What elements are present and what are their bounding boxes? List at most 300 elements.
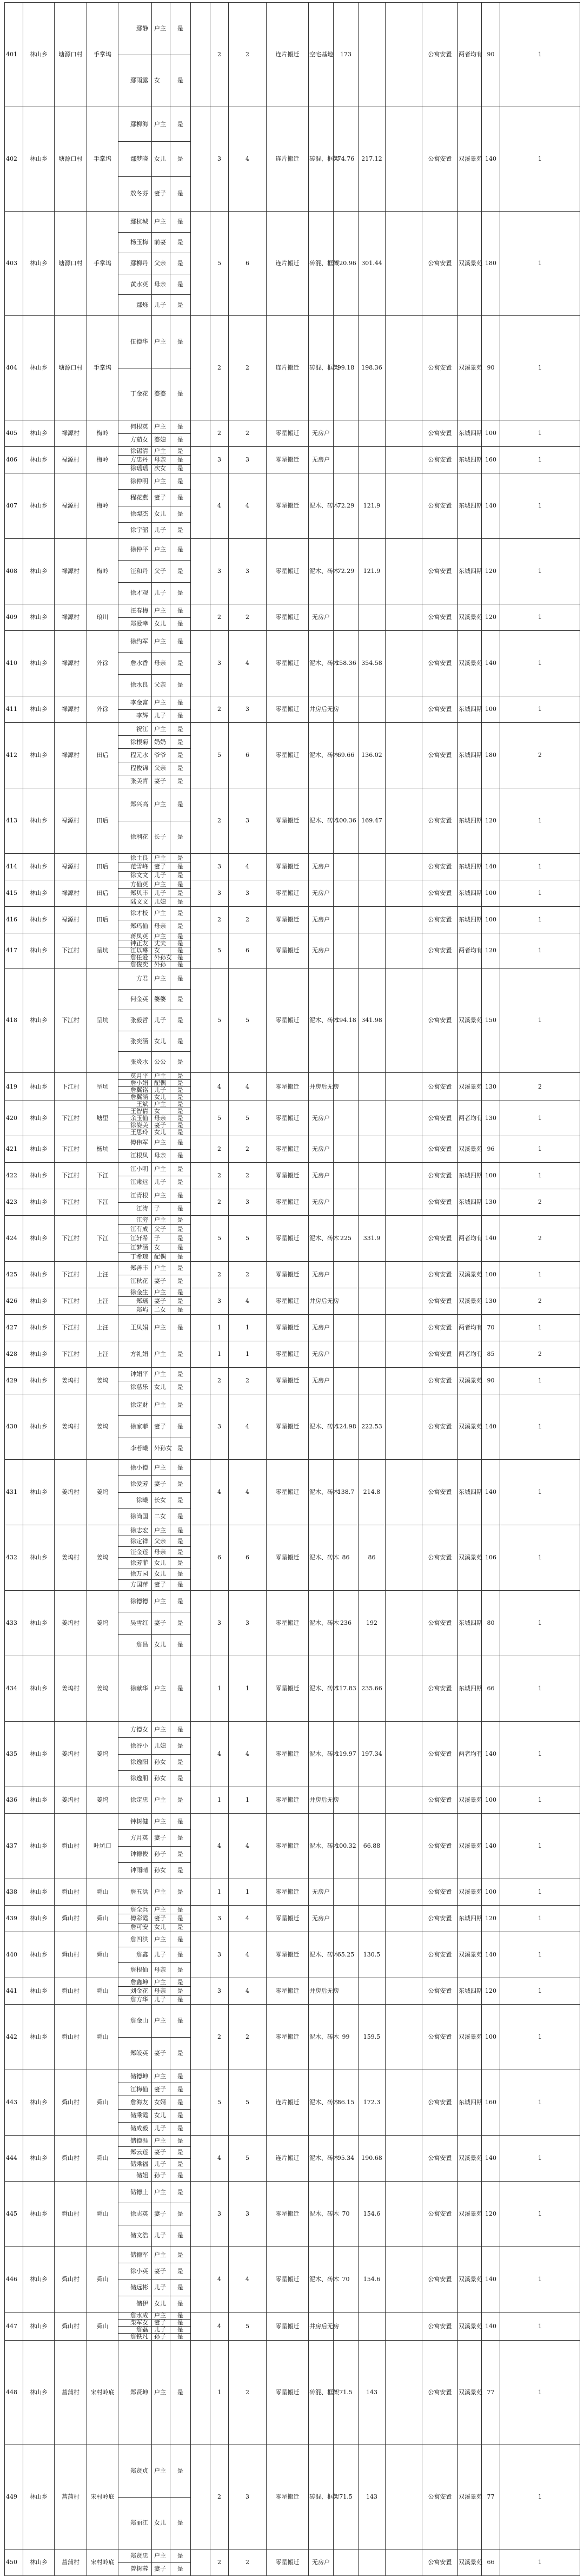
member-name-cell: 江以琳 xyxy=(118,947,152,954)
member-relation-cell: 妻子 xyxy=(152,1914,170,1923)
unit-count-cell: 1 xyxy=(500,473,580,539)
member-relation-cell: 户主 xyxy=(152,1814,170,1830)
house-structure-cell: 无房户 xyxy=(309,1101,334,1136)
building-area-cell: 130.5 xyxy=(359,1932,386,1978)
placement-location-cell: 双溪景苑 xyxy=(458,2341,482,2445)
land-area-cell: 86 xyxy=(334,1525,359,1591)
member-name-cell: 徐水良 xyxy=(118,674,152,696)
land-area-cell: 100.36 xyxy=(334,788,359,854)
table-row xyxy=(5,1879,580,1906)
member-relation-cell: 女儿 xyxy=(152,1129,170,1136)
table-row xyxy=(5,723,580,736)
member-relation-cell: 儿子 xyxy=(152,295,170,316)
member-flag-cell: 是 xyxy=(170,969,191,990)
village-cell: 下江村 xyxy=(55,933,87,969)
village-cell: 舜山村 xyxy=(55,1879,87,1906)
member-relation-cell: 户主 xyxy=(152,1216,170,1225)
village-cell: 姜坞村 xyxy=(55,1787,87,1814)
land-area-cell: 100.32 xyxy=(334,1814,359,1879)
household-number-cell: 428 xyxy=(5,1341,23,1368)
member-name-cell: 储德军 xyxy=(118,2247,152,2263)
house-structure-cell: 无房户 xyxy=(309,447,334,473)
placement-location-cell: 双溪景苑 xyxy=(458,2136,482,2182)
town-cell: 林山乡 xyxy=(23,212,55,316)
member-name-cell: 徐逸阳 xyxy=(118,1754,152,1770)
relocation-method-cell: 零星搬迁 xyxy=(267,1136,309,1163)
village-cell: 下江村 xyxy=(55,1073,87,1101)
land-area-cell: 72.29 xyxy=(334,473,359,539)
table-row xyxy=(5,1163,580,1176)
house-structure-cell: 泥木、砖木 xyxy=(309,1722,334,1787)
hamlet-cell: 手掌坞 xyxy=(87,107,118,212)
placement-mode-cell: 公寓安置 xyxy=(422,1315,458,1341)
hamlet-cell: 呈坑 xyxy=(87,969,118,1073)
table-row xyxy=(5,1591,580,1612)
people-count-cell: 5 xyxy=(229,1216,267,1262)
member-name-cell: 徐爱芳 xyxy=(118,1476,152,1492)
placement-mode-cell: 公寓安置 xyxy=(422,2005,458,2070)
blank-cell xyxy=(386,1073,422,1101)
member-flag-cell: 是 xyxy=(170,1814,191,1830)
hamlet-cell: 舜山 xyxy=(87,1978,118,2005)
town-cell: 林山乡 xyxy=(23,1315,55,1341)
hamlet-cell: 舜山 xyxy=(87,2005,118,2070)
house-structure-cell: 泥木、砖木 xyxy=(309,1460,334,1525)
house-structure-cell: 井房后无房 xyxy=(309,1978,334,2005)
building-area-cell: 192 xyxy=(359,1591,386,1656)
blank-cell xyxy=(386,473,422,539)
household-number-cell: 449 xyxy=(5,2445,23,2549)
town-cell: 林山乡 xyxy=(23,2549,55,2576)
member-flag-cell: 是 xyxy=(170,1754,191,1770)
member-relation-cell: 女儿 xyxy=(152,2497,170,2549)
member-name-cell: 方仙英 xyxy=(118,880,152,889)
household-count-cell: 4 xyxy=(210,2247,229,2313)
placement-area-cell: 140 xyxy=(482,854,500,880)
relocation-method-cell: 零星搬迁 xyxy=(267,604,309,631)
people-count-cell: 4 xyxy=(229,854,267,880)
people-count-cell: 6 xyxy=(229,1525,267,1591)
member-relation-cell: 户主 xyxy=(152,2182,170,2203)
member-flag-cell: 是 xyxy=(170,2445,191,2498)
member-relation-cell: 女儿 xyxy=(152,1381,170,1394)
house-structure-cell: 无房户 xyxy=(309,1879,334,1906)
table-row xyxy=(5,1932,580,1947)
unit-count-cell: 1 xyxy=(500,447,580,473)
blank-cell xyxy=(191,2445,210,2549)
unit-count-cell: 1 xyxy=(500,2247,580,2313)
member-flag-cell: 是 xyxy=(170,709,191,723)
placement-mode-cell: 公寓安置 xyxy=(422,880,458,907)
blank-cell xyxy=(191,2182,210,2247)
member-name-cell: 江轩希 xyxy=(118,1234,152,1243)
household-count-cell: 4 xyxy=(210,2136,229,2182)
hamlet-cell: 上汪 xyxy=(87,1341,118,1368)
hamlet-cell: 舜山 xyxy=(87,1932,118,1978)
people-count-cell: 3 xyxy=(229,696,267,723)
member-flag-cell: 是 xyxy=(170,1906,191,1914)
relocation-method-cell: 零星搬迁 xyxy=(267,907,309,933)
household-count-cell: 2 xyxy=(210,1189,229,1216)
village-cell: 姜坞村 xyxy=(55,1460,87,1525)
table-row xyxy=(5,420,580,434)
member-name-cell: 郑善丰 xyxy=(118,1262,152,1275)
household-number-cell: 414 xyxy=(5,854,23,880)
placement-area-cell: 100 xyxy=(482,420,500,447)
member-relation-cell: 公公 xyxy=(152,1052,170,1073)
placement-area-cell: 66 xyxy=(482,2549,500,2576)
household-count-cell: 2 xyxy=(210,2005,229,2070)
town-cell: 林山乡 xyxy=(23,3,55,107)
relocation-method-cell: 零星搬迁 xyxy=(267,2005,309,2070)
unit-count-cell: 1 xyxy=(500,3,580,107)
member-name-cell: 钟正友 xyxy=(118,940,152,947)
people-count-cell: 4 xyxy=(229,1073,267,1101)
hamlet-cell: 姜坞 xyxy=(87,1368,118,1394)
blank-cell xyxy=(191,1787,210,1814)
member-flag-cell: 是 xyxy=(170,2170,191,2181)
member-name-cell: 陆文文 xyxy=(118,898,152,906)
member-relation-cell: 女儿 xyxy=(152,1031,170,1052)
household-count-cell: 3 xyxy=(210,2182,229,2247)
relocation-method-cell: 零星搬迁 xyxy=(267,1722,309,1787)
people-count-cell: 2 xyxy=(229,1163,267,1189)
unit-count-cell: 1 xyxy=(500,316,580,420)
land-area-cell: 70 xyxy=(334,2247,359,2313)
land-area-cell xyxy=(334,933,359,969)
house-structure-cell: 砖混、框架 xyxy=(309,212,334,316)
member-flag-cell: 是 xyxy=(170,1087,191,1094)
building-area-cell: 66.88 xyxy=(359,1814,386,1879)
placement-location-cell: 双溪景苑 xyxy=(458,1525,482,1591)
relocation-method-cell: 零星搬迁 xyxy=(267,2341,309,2445)
placement-area-cell: 100 xyxy=(482,1262,500,1288)
land-area-cell xyxy=(334,1262,359,1288)
placement-area-cell: 120 xyxy=(482,1906,500,1932)
town-cell: 林山乡 xyxy=(23,631,55,696)
table-row xyxy=(5,316,580,368)
relocation-method-cell: 连片搬迁 xyxy=(267,316,309,420)
placement-mode-cell: 公寓安置 xyxy=(422,316,458,420)
member-relation-cell: 户主 xyxy=(152,2313,170,2320)
house-structure-cell: 泥木、砖木 xyxy=(309,969,334,1073)
member-name-cell: 王斌 xyxy=(118,1101,152,1108)
member-relation-cell: 次女 xyxy=(152,464,170,473)
unit-count-cell: 1 xyxy=(500,604,580,631)
member-relation-cell: 丈夫 xyxy=(152,940,170,947)
table-row xyxy=(5,907,580,920)
member-relation-cell: 户主 xyxy=(152,1288,170,1297)
member-relation-cell: 户主 xyxy=(152,1460,170,1476)
placement-area-cell: 150 xyxy=(482,969,500,1073)
hamlet-cell: 手掌坞 xyxy=(87,3,118,107)
unit-count-cell: 1 xyxy=(500,2070,580,2136)
member-name-cell: 徐锡清 xyxy=(118,447,152,456)
member-relation-cell: 外孙 xyxy=(152,961,170,969)
town-cell: 林山乡 xyxy=(23,933,55,969)
placement-mode-cell: 公寓安置 xyxy=(422,212,458,316)
member-name-cell: 徐小德 xyxy=(118,1460,152,1476)
house-structure-cell: 泥木、砖木 xyxy=(309,1525,334,1591)
member-flag-cell: 是 xyxy=(170,933,191,940)
household-count-cell: 4 xyxy=(210,473,229,539)
building-area-cell xyxy=(359,1288,386,1315)
blank-cell xyxy=(191,1978,210,2005)
placement-mode-cell: 公寓安置 xyxy=(422,1787,458,1814)
placement-location-cell: 双溪景苑 xyxy=(458,2313,482,2341)
member-flag-cell: 是 xyxy=(170,1879,191,1906)
table-row xyxy=(5,447,580,456)
house-structure-cell: 无房户 xyxy=(309,420,334,447)
people-count-cell: 4 xyxy=(229,2247,267,2313)
blank-cell xyxy=(386,1262,422,1288)
member-flag-cell: 是 xyxy=(170,2549,191,2563)
blank-cell xyxy=(386,212,422,316)
household-number-cell: 442 xyxy=(5,2005,23,2070)
table-body xyxy=(5,3,580,2576)
relocation-method-cell: 零星搬迁 xyxy=(267,1525,309,1591)
member-flag-cell: 是 xyxy=(170,473,191,490)
blank-cell xyxy=(386,1101,422,1136)
member-relation-cell: 户主 xyxy=(152,2247,170,2263)
placement-mode-cell: 公寓安置 xyxy=(422,933,458,969)
household-number-cell: 427 xyxy=(5,1315,23,1341)
member-name-cell: 程花燕 xyxy=(118,490,152,506)
member-name-cell: 黄水英 xyxy=(118,274,152,295)
placement-area-cell: 96 xyxy=(482,1136,500,1163)
building-area-cell xyxy=(359,420,386,447)
relocation-method-cell: 零星搬迁 xyxy=(267,1978,309,2005)
member-flag-cell: 是 xyxy=(170,539,191,561)
member-relation-cell: 子 xyxy=(152,1234,170,1243)
land-area-cell: 99 xyxy=(334,2005,359,2070)
blank-cell xyxy=(386,854,422,880)
member-flag-cell: 是 xyxy=(170,821,191,854)
building-area-cell: 354.58 xyxy=(359,631,386,696)
building-area-cell: 154.6 xyxy=(359,2247,386,2313)
member-relation-cell: 户主 xyxy=(152,316,170,368)
household-number-cell: 415 xyxy=(5,880,23,907)
member-flag-cell: 是 xyxy=(170,2037,191,2070)
people-count-cell: 3 xyxy=(229,1591,267,1656)
placement-mode-cell: 公寓安置 xyxy=(422,1216,458,1262)
member-relation-cell: 妻子 xyxy=(152,2083,170,2096)
member-flag-cell: 是 xyxy=(170,1995,191,2004)
house-structure-cell: 泥木、砖木 xyxy=(309,1932,334,1978)
member-relation-cell: 儿子 xyxy=(152,2122,170,2135)
member-flag-cell: 是 xyxy=(170,1253,191,1262)
village-cell: 下江村 xyxy=(55,1262,87,1288)
hamlet-cell: 手掌坞 xyxy=(87,316,118,420)
blank-cell xyxy=(191,723,210,788)
member-name-cell: 储德坤 xyxy=(118,2070,152,2083)
building-area-cell xyxy=(359,3,386,107)
member-flag-cell: 是 xyxy=(170,212,191,233)
table-row xyxy=(5,1978,580,1987)
house-structure-cell: 泥木、砖木 xyxy=(309,723,334,788)
placement-location-cell: 双溪景苑 xyxy=(458,2445,482,2549)
town-cell: 林山乡 xyxy=(23,2070,55,2136)
member-flag-cell: 是 xyxy=(170,1234,191,1243)
household-number-cell: 403 xyxy=(5,212,23,316)
member-flag-cell: 是 xyxy=(170,1216,191,1225)
placement-area-cell: 130 xyxy=(482,1073,500,1101)
placement-location-cell: 两者均有 xyxy=(458,1722,482,1787)
placement-area-cell: 106 xyxy=(482,1525,500,1591)
member-relation-cell: 女儿 xyxy=(152,142,170,176)
land-area-cell: 173 xyxy=(334,3,359,107)
hamlet-cell: 舜山 xyxy=(87,2070,118,2136)
member-relation-cell: 女婿 xyxy=(152,2096,170,2109)
blank-cell xyxy=(386,1906,422,1932)
member-relation-cell: 妻子 xyxy=(152,1275,170,1288)
member-relation-cell: 户主 xyxy=(152,788,170,821)
member-flag-cell: 是 xyxy=(170,1558,191,1569)
placement-mode-cell: 公寓安置 xyxy=(422,1368,458,1394)
hamlet-cell: 姜坞 xyxy=(87,1656,118,1722)
member-flag-cell: 是 xyxy=(170,1297,191,1306)
house-structure-cell: 无房户 xyxy=(309,854,334,880)
member-name-cell: 储德土 xyxy=(118,2182,152,2203)
people-count-cell: 4 xyxy=(229,1978,267,2005)
placement-mode-cell: 公寓安置 xyxy=(422,1288,458,1315)
member-flag-cell: 是 xyxy=(170,1010,191,1031)
blank-cell xyxy=(191,880,210,907)
table-row xyxy=(5,1787,580,1814)
relocation-method-cell: 零星搬迁 xyxy=(267,1341,309,1368)
blank-cell xyxy=(386,788,422,854)
household-number-cell: 421 xyxy=(5,1136,23,1163)
member-flag-cell: 是 xyxy=(170,1914,191,1923)
placement-area-cell: 140 xyxy=(482,1722,500,1787)
member-relation-cell: 户主 xyxy=(152,2005,170,2038)
member-name-cell: 李金富 xyxy=(118,696,152,710)
land-area-cell xyxy=(334,1906,359,1932)
household-number-cell: 416 xyxy=(5,907,23,933)
house-structure-cell: 无房户 xyxy=(309,1163,334,1189)
member-name-cell: 江青根 xyxy=(118,1189,152,1203)
member-flag-cell: 是 xyxy=(170,862,191,871)
household-number-cell: 410 xyxy=(5,631,23,696)
house-structure-cell: 无房户 xyxy=(309,1136,334,1163)
member-name-cell: 柴军女 xyxy=(118,2320,152,2327)
member-name-cell: 鄢梦晓 xyxy=(118,142,152,176)
household-count-cell: 3 xyxy=(210,447,229,473)
placement-area-cell: 120 xyxy=(482,604,500,631)
member-flag-cell: 是 xyxy=(170,762,191,775)
member-flag-cell: 是 xyxy=(170,1579,191,1590)
blank-cell xyxy=(191,473,210,539)
hamlet-cell: 梅岭 xyxy=(87,539,118,604)
people-count-cell: 4 xyxy=(229,1906,267,1932)
table-row xyxy=(5,969,580,990)
member-relation-cell: 户主 xyxy=(152,107,170,142)
household-number-cell: 417 xyxy=(5,933,23,969)
unit-count-cell: 1 xyxy=(500,1525,580,1591)
blank-cell xyxy=(386,1591,422,1656)
land-area-cell xyxy=(334,1341,359,1368)
member-flag-cell: 是 xyxy=(170,1262,191,1275)
member-flag-cell: 是 xyxy=(170,447,191,456)
people-count-cell: 5 xyxy=(229,2136,267,2182)
member-flag-cell: 是 xyxy=(170,142,191,176)
town-cell: 林山乡 xyxy=(23,2136,55,2182)
member-relation-cell: 孙子 xyxy=(152,1846,170,1862)
relocation-method-cell: 零星搬迁 xyxy=(267,1262,309,1288)
village-cell: 禄源村 xyxy=(55,631,87,696)
household-count-cell: 3 xyxy=(210,1591,229,1656)
member-name-cell: 徐谷小 xyxy=(118,1738,152,1754)
village-cell: 禄源村 xyxy=(55,854,87,880)
land-area-cell: 138.7 xyxy=(334,1460,359,1525)
relocation-method-cell: 零星搬迁 xyxy=(267,1368,309,1394)
member-name-cell: 徐慈乐 xyxy=(118,1381,152,1394)
member-flag-cell: 是 xyxy=(170,2182,191,2203)
household-number-cell: 447 xyxy=(5,2313,23,2341)
member-name-cell: 徐仲明 xyxy=(118,473,152,490)
village-cell: 下江村 xyxy=(55,1101,87,1136)
house-structure-cell: 井房后无房 xyxy=(309,1787,334,1814)
people-count-cell: 5 xyxy=(229,2313,267,2341)
member-relation-cell: 母亲 xyxy=(152,274,170,295)
table-row xyxy=(5,604,580,618)
unit-count-cell: 1 xyxy=(500,696,580,723)
member-name-cell: 徐德德 xyxy=(118,1591,152,1612)
table-row xyxy=(5,2136,580,2147)
placement-mode-cell: 公寓安置 xyxy=(422,1262,458,1288)
member-flag-cell: 是 xyxy=(170,1525,191,1536)
people-count-cell: 2 xyxy=(229,1136,267,1163)
town-cell: 林山乡 xyxy=(23,2005,55,2070)
town-cell: 林山乡 xyxy=(23,880,55,907)
member-relation-cell: 父亲 xyxy=(152,762,170,775)
member-name-cell: 徐才校 xyxy=(118,907,152,920)
member-flag-cell: 是 xyxy=(170,1101,191,1108)
blank-cell xyxy=(191,1591,210,1656)
member-relation-cell: 女儿 xyxy=(152,1094,170,1101)
member-flag-cell: 是 xyxy=(170,749,191,762)
member-name-cell: 徐约军 xyxy=(118,631,152,653)
member-relation-cell: 女儿 xyxy=(152,2109,170,2122)
village-cell: 下江村 xyxy=(55,1288,87,1315)
member-name-cell: 江根凤 xyxy=(118,1149,152,1163)
people-count-cell: 2 xyxy=(229,907,267,933)
people-count-cell: 6 xyxy=(229,723,267,788)
member-flag-cell: 是 xyxy=(170,2341,191,2445)
member-name-cell: 郑皎英 xyxy=(118,2037,152,2070)
village-cell: 舜山村 xyxy=(55,1814,87,1879)
house-structure-cell: 无房户 xyxy=(309,2549,334,2576)
land-area-cell: 225 xyxy=(334,1216,359,1262)
member-flag-cell: 是 xyxy=(170,674,191,696)
blank-cell xyxy=(386,1341,422,1368)
building-area-cell xyxy=(359,2313,386,2341)
placement-location-cell: 双溪景苑 xyxy=(458,1394,482,1460)
table-row xyxy=(5,1262,580,1275)
house-structure-cell: 泥木、砖木 xyxy=(309,1591,334,1656)
town-cell: 林山乡 xyxy=(23,1101,55,1136)
building-area-cell: 190.68 xyxy=(359,2136,386,2182)
member-flag-cell: 是 xyxy=(170,522,191,538)
member-flag-cell: 是 xyxy=(170,1722,191,1738)
member-name-cell: 郑玛仙 xyxy=(118,920,152,933)
village-cell: 下江村 xyxy=(55,1315,87,1341)
member-relation-cell: 女儿 xyxy=(152,1923,170,1932)
building-area-cell xyxy=(359,2549,386,2576)
placement-mode-cell: 公寓安置 xyxy=(422,1932,458,1978)
member-flag-cell: 是 xyxy=(170,2263,191,2279)
relocation-method-cell: 连片搬迁 xyxy=(267,212,309,316)
